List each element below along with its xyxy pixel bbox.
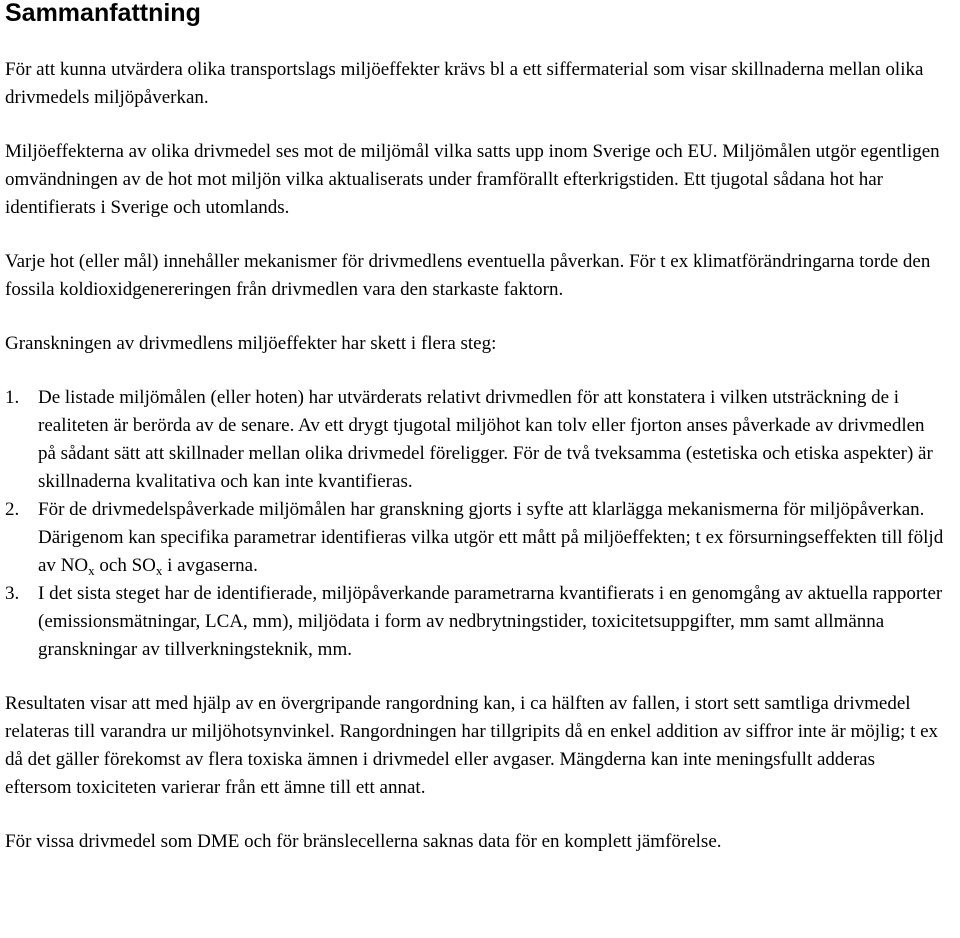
list-item (5, 580, 945, 664)
chemical-formula-nox (61, 555, 95, 576)
formula-subscript: x (88, 563, 95, 578)
formula-subscript: x (155, 563, 163, 578)
list-item-number: 1. (5, 387, 20, 408)
formula-base: NO (60, 555, 89, 576)
list-item (5, 384, 945, 496)
paragraph-threats: Varje hot (eller mål) innehåller mekanismer för drivmedlens eventuella påverkan. För t ex klimatförändringarna torde den fossila koldioxidgenereringen från drivmedlen vara den starkaste faktorn. (5, 251, 931, 300)
review-steps-list (5, 384, 945, 664)
list-item-number: 2. (5, 499, 20, 520)
paragraph-review-steps-intro: Granskningen av drivmedlens miljöeffekter har skett i flera steg: (5, 333, 497, 354)
formula-base: SO (131, 555, 156, 576)
paragraph-missing-data: För vissa drivmedel som DME och för bränslecellerna saknas data för en komplett jämförelse. (5, 831, 722, 852)
paragraph-environmental-goals: Miljöeffekterna av olika drivmedel ses mot de miljömål vilka satts upp inom Sverige och EU. Miljömålen utgör egentligen omvändningen av de hot mot miljön vilka aktualiserats under framförallt efterkrigstiden. Ett tjugotal sådana hot har identifierats i Sverige och utomlands. (5, 141, 940, 218)
list-item-text-after: i avgaserna. (162, 555, 258, 576)
paragraph-intro: För att kunna utvärdera olika transportslags miljöeffekter krävs bl a ett siffermaterial som visar skillnaderna mellan olika drivmedels miljöpåverkan. (5, 59, 924, 108)
list-item-text-between: och (94, 555, 132, 576)
chemical-formula-sox (132, 555, 163, 576)
list-item-text-before: För de drivmedelspåverkade miljömålen har granskning gjorts i syfte att klarlägga mekanismerna för miljöpåverkan. Därigenom kan specifika parametrar identifieras vilka utgör ett mått på miljöeffekten; t ex försurningseffekten till följd av (38, 499, 944, 576)
list-item-text (38, 499, 943, 576)
document-title: Sammanfattning (5, 0, 201, 27)
title-spacer (5, 26, 945, 56)
paragraph-results: Resultaten visar att med hjälp av en övergripande rangordning kan, i ca hälften av fallen, i stort sett samtliga drivmedel relateras till varandra ur miljöhotsynvinkel. Rangordningen har tillgripits då en enkel addition av siffror inte är möjlig; t ex då det gäller förekomst av flera toxiska ämnen i drivmedel eller avgaser. Mängderna kan inte meningsfullt adderas eftersom toxiciteten varierar från ett ämne till ett annat. (5, 693, 939, 798)
list-item-number: 3. (5, 583, 20, 604)
list-item-text: I det sista steget har de identifierade, miljöpåverkande parametrarna kvantifierats i en genomgång av aktuella rapporter (emissionsmätningar, LCA, mm), miljödata i form av nedbrytningstider, toxicitetsuppgifter, mm samt allmänna granskningar av tillverkningsteknik, mm. (38, 583, 943, 660)
list-item-text: De listade miljömålen (eller hoten) har utvärderats relativt drivmedlen för att konstatera i vilken utsträckning de i realiteten är berörda av de senare. Av ett drygt tjugotal miljöhot kan tolv eller fjorton anses påverkade av drivmedlen på sådant sätt att skillnader mellan olika drivmedel föreligger. För de två tveksamma (estetiska och etiska aspekter) är skillnaderna kvalitativa och kan inte kvantifieras. (38, 387, 933, 492)
list-item (5, 496, 945, 580)
